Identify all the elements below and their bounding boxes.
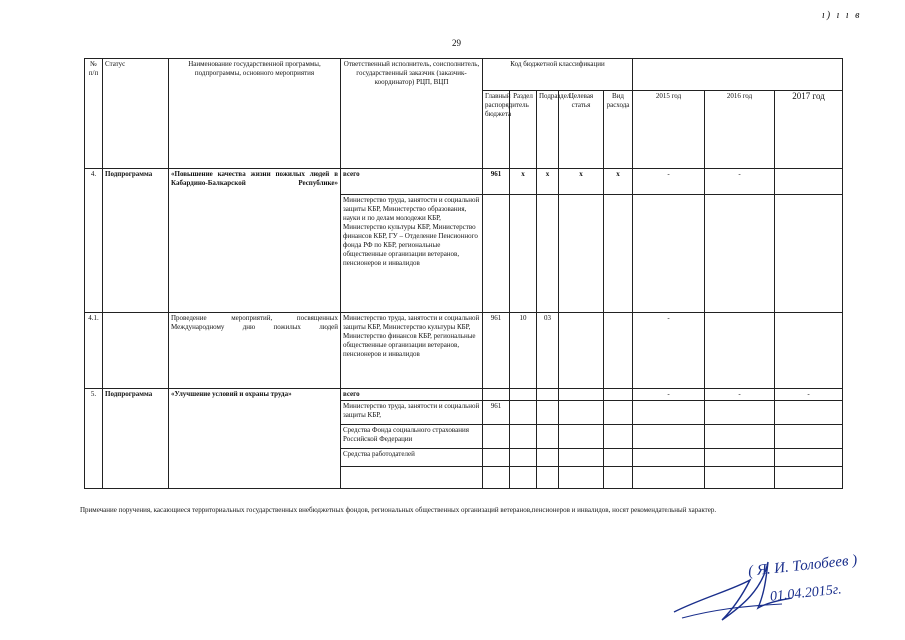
header-razdel: Раздел bbox=[510, 91, 537, 169]
header-podrazdel: Подраздел bbox=[537, 91, 559, 169]
header-grbs: Главный распорядитель бюджета bbox=[483, 91, 510, 169]
row-razdel: x bbox=[510, 169, 537, 195]
row-program-name: Проведение мероприятий, посвященных Международному дню пожилых людей bbox=[169, 313, 341, 389]
signature-name: ( Я. И. Толобеев ) bbox=[747, 552, 858, 580]
row-2015: - bbox=[633, 389, 705, 401]
signature-date: 01.04.2015г. bbox=[769, 582, 843, 605]
row-target: x bbox=[559, 169, 604, 195]
header-2015: 2015 год bbox=[633, 91, 705, 169]
row-razdel: 10 bbox=[510, 313, 537, 389]
footnote: Примечание поручения, касающиеся территориальных государственных внебюджетных фондов, региональных общественных организаций ветеранов,пенсионеров и инвалидов, носят рекомендательный характер. bbox=[80, 506, 717, 514]
row-podrazdel: x bbox=[537, 169, 559, 195]
row-grbs: 961 bbox=[483, 313, 510, 389]
row-num: 5. bbox=[85, 389, 103, 489]
header-target: Целевая статья bbox=[559, 91, 604, 169]
header-executor: Ответственный исполнитель, соисполнитель, государственный заказчик (заказчик-координатор) РЦП, ВЦП bbox=[341, 59, 483, 169]
row-executors: Министерство труда, занятости и социальной защиты КБР, bbox=[341, 401, 483, 425]
row-total-label: всего bbox=[341, 389, 483, 401]
header-2016: 2016 год bbox=[705, 91, 775, 169]
row-expense: x bbox=[604, 169, 633, 195]
row-num: 4.1. bbox=[85, 313, 103, 389]
table-row bbox=[85, 313, 843, 389]
header-expense-type: Вид расхода bbox=[604, 91, 633, 169]
header-budget-code: Код бюджетной классификации bbox=[483, 59, 633, 91]
row-podrazdel: 03 bbox=[537, 313, 559, 389]
row-2015: - bbox=[633, 313, 705, 389]
corner-mark: ı) ı ı в bbox=[822, 10, 862, 21]
row-status: Подпрограмма bbox=[103, 169, 169, 313]
row-program-name: «Улучшение условий и охраны труда» bbox=[169, 389, 341, 489]
row-2016: - bbox=[705, 389, 775, 401]
row-status: Подпрограмма bbox=[103, 389, 169, 489]
header-program-name: Наименование государственной программы, подпрограммы, основного мероприятия bbox=[169, 59, 341, 169]
row-2017 bbox=[775, 169, 843, 195]
header-row-1 bbox=[85, 59, 843, 91]
row-executors: Министерство труда, занятости и социальной защиты КБР, Министерство образования, науки и по делам молодежи КБР, Министерство культуры КБР, Министерство финансов КБР, ГУ – Отделение Пенсионного фонда РФ по КБР, региональные общественные организации ветеранов, пенсионеров и инвалидов bbox=[341, 195, 483, 313]
header-status: Статус bbox=[103, 59, 169, 169]
row-grbs: 961 bbox=[483, 401, 510, 425]
header-num: № п/п bbox=[85, 59, 103, 169]
row-program-name: «Повышение качества жизни пожилых людей в Кабардино-Балкарской Республике» bbox=[169, 169, 341, 313]
table-row bbox=[85, 169, 843, 195]
row-2017: - bbox=[775, 389, 843, 401]
row-2015: - bbox=[633, 169, 705, 195]
table-row bbox=[85, 389, 843, 401]
budget-table bbox=[84, 58, 843, 489]
row-num: 4. bbox=[85, 169, 103, 313]
row-grbs: 961 bbox=[483, 169, 510, 195]
row-2016: - bbox=[705, 169, 775, 195]
row-executors: Средства работодателей bbox=[341, 449, 483, 467]
row-total-label: всего bbox=[341, 169, 483, 195]
page-number: 29 bbox=[452, 38, 461, 48]
row-executors: Министерство труда, занятости и социальной защиты КБР, Министерство культуры КБР, Министерство финансов КБР, региональные общественные организации ветеранов, пенсионеров и инвалидов bbox=[341, 313, 483, 389]
header-years-group bbox=[633, 59, 843, 91]
row-executors: Средства Фонда социального страхования Российской Федерации bbox=[341, 425, 483, 449]
header-2017: 2017 год bbox=[775, 91, 843, 169]
